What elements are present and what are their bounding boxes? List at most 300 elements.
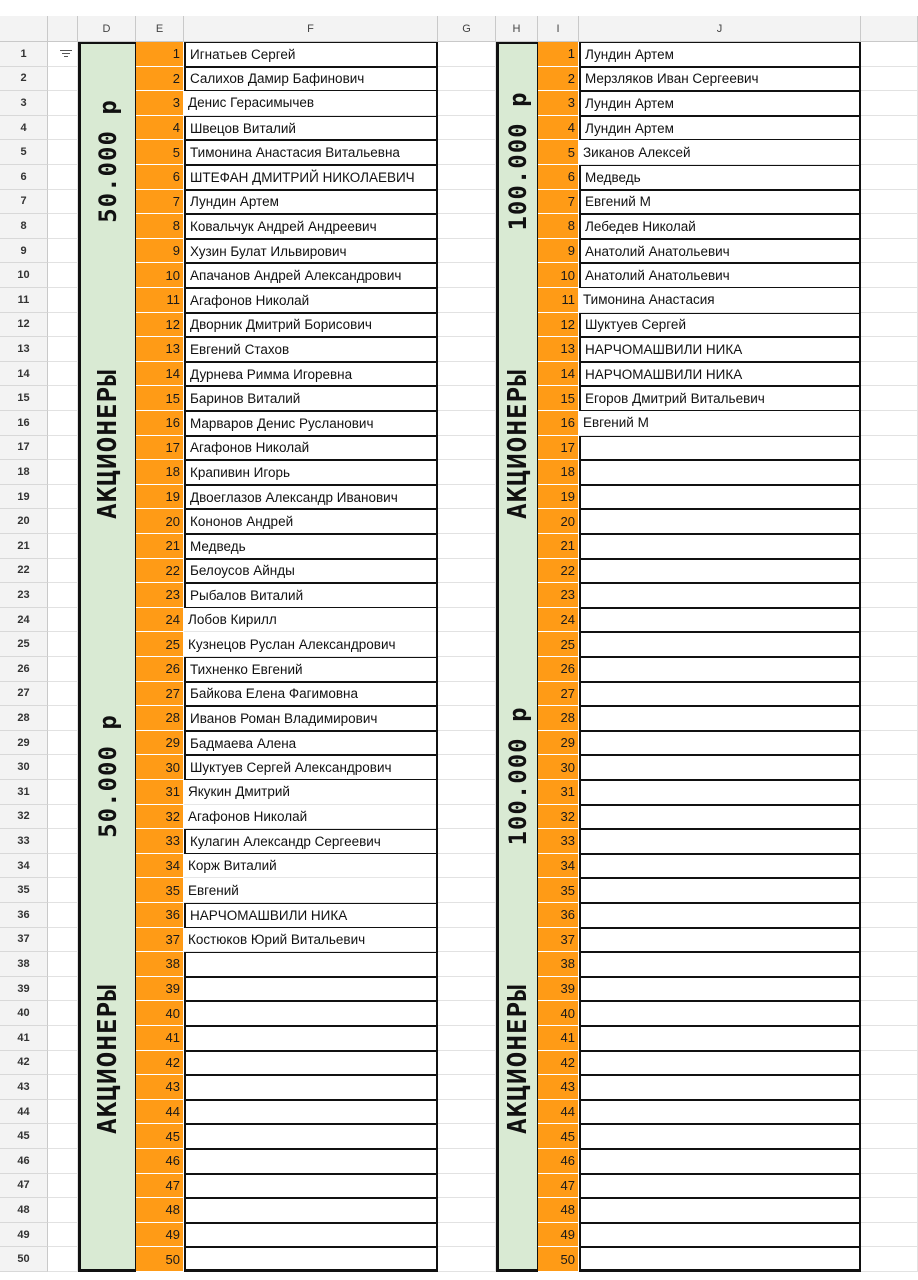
grid-cell[interactable] <box>861 608 918 633</box>
grid-cell[interactable] <box>48 362 78 387</box>
grid-cell[interactable] <box>48 977 78 1002</box>
right-shareholder-name[interactable] <box>579 829 861 854</box>
grid-cell[interactable] <box>438 632 496 657</box>
row-header[interactable]: 1 <box>0 42 48 67</box>
right-row-number[interactable]: 6 <box>538 165 579 190</box>
left-shareholder-name[interactable] <box>184 1026 438 1051</box>
grid-cell[interactable] <box>438 534 496 559</box>
left-shareholder-name[interactable] <box>184 1001 438 1026</box>
left-shareholder-name[interactable]: Лундин Артем <box>184 190 438 215</box>
right-row-number[interactable]: 43 <box>538 1075 579 1100</box>
right-shareholder-name[interactable] <box>579 1124 861 1149</box>
right-row-number[interactable]: 26 <box>538 657 579 682</box>
left-row-number[interactable]: 3 <box>136 91 184 116</box>
left-row-number[interactable]: 46 <box>136 1149 184 1174</box>
right-shareholder-name[interactable]: Евгений М <box>579 411 861 436</box>
right-shareholder-name[interactable]: Лундин Артем <box>579 91 861 116</box>
grid-cell[interactable] <box>438 1247 496 1272</box>
grid-cell[interactable] <box>861 42 918 67</box>
right-row-number[interactable]: 37 <box>538 928 579 953</box>
grid-cell[interactable] <box>438 1124 496 1149</box>
grid-cell[interactable] <box>861 239 918 264</box>
row-header[interactable]: 20 <box>0 509 48 534</box>
row-header[interactable]: 47 <box>0 1174 48 1199</box>
row-header[interactable]: 29 <box>0 731 48 756</box>
left-row-number[interactable]: 13 <box>136 337 184 362</box>
grid-cell[interactable] <box>861 91 918 116</box>
right-row-number[interactable]: 7 <box>538 190 579 215</box>
row-header[interactable]: 12 <box>0 313 48 338</box>
grid-cell[interactable] <box>861 509 918 534</box>
column-header-j[interactable]: J <box>579 16 861 42</box>
left-row-number[interactable]: 34 <box>136 854 184 879</box>
row-header[interactable]: 34 <box>0 854 48 879</box>
right-row-number[interactable]: 38 <box>538 952 579 977</box>
right-shareholder-name[interactable] <box>579 608 861 633</box>
left-shareholder-name[interactable] <box>184 1075 438 1100</box>
grid-cell[interactable] <box>48 214 78 239</box>
right-shareholder-name[interactable] <box>579 878 861 903</box>
row-header[interactable]: 37 <box>0 928 48 953</box>
grid-cell[interactable] <box>861 1100 918 1125</box>
row-header[interactable]: 25 <box>0 632 48 657</box>
left-shareholder-name[interactable]: Агафонов Николай <box>184 805 438 830</box>
grid-cell[interactable] <box>861 386 918 411</box>
grid-cell[interactable] <box>48 1075 78 1100</box>
right-shareholder-name[interactable]: Анатолий Анатольевич <box>579 239 861 264</box>
right-shareholder-name[interactable] <box>579 1174 861 1199</box>
column-header-c[interactable] <box>48 16 78 42</box>
left-shareholder-name[interactable]: ШТЕФАН ДМИТРИЙ НИКОЛАЕВИЧ <box>184 165 438 190</box>
row-header[interactable]: 38 <box>0 952 48 977</box>
grid-cell[interactable] <box>48 91 78 116</box>
grid-cell[interactable] <box>861 657 918 682</box>
row-header[interactable]: 35 <box>0 878 48 903</box>
grid-cell[interactable] <box>438 682 496 707</box>
right-shareholder-name[interactable]: Мерзляков Иван Сергеевич <box>579 67 861 92</box>
right-shareholder-name[interactable] <box>579 977 861 1002</box>
left-row-number[interactable]: 14 <box>136 362 184 387</box>
left-row-number[interactable]: 43 <box>136 1075 184 1100</box>
column-header-k[interactable] <box>861 16 918 42</box>
grid-cell[interactable] <box>438 608 496 633</box>
right-shareholder-name[interactable] <box>579 682 861 707</box>
row-header[interactable]: 23 <box>0 583 48 608</box>
grid-cell[interactable] <box>861 952 918 977</box>
left-shareholder-name[interactable]: НАРЧОМАШВИЛИ НИКА <box>184 903 438 928</box>
right-shareholder-name[interactable] <box>579 1075 861 1100</box>
right-shareholder-name[interactable] <box>579 559 861 584</box>
right-row-number[interactable]: 23 <box>538 583 579 608</box>
grid-cell[interactable] <box>861 67 918 92</box>
left-row-number[interactable]: 50 <box>136 1247 184 1272</box>
left-row-number[interactable]: 30 <box>136 755 184 780</box>
grid-cell[interactable] <box>438 509 496 534</box>
grid-cell[interactable] <box>861 805 918 830</box>
right-shareholder-name[interactable] <box>579 460 861 485</box>
right-shareholder-name[interactable] <box>579 1223 861 1248</box>
right-row-number[interactable]: 2 <box>538 67 579 92</box>
column-header-h[interactable]: H <box>496 16 538 42</box>
grid-cell[interactable] <box>861 1223 918 1248</box>
row-header[interactable]: 40 <box>0 1001 48 1026</box>
grid-cell[interactable] <box>861 583 918 608</box>
left-row-number[interactable]: 12 <box>136 313 184 338</box>
row-header[interactable]: 32 <box>0 805 48 830</box>
right-shareholder-name[interactable] <box>579 805 861 830</box>
right-shareholder-name[interactable] <box>579 854 861 879</box>
row-header[interactable]: 41 <box>0 1026 48 1051</box>
grid-cell[interactable] <box>48 755 78 780</box>
left-row-number[interactable]: 44 <box>136 1100 184 1125</box>
grid-cell[interactable] <box>48 608 78 633</box>
grid-cell[interactable] <box>438 583 496 608</box>
left-shareholder-name[interactable]: Тихненко Евгений <box>184 657 438 682</box>
row-header[interactable]: 11 <box>0 288 48 313</box>
grid-cell[interactable] <box>48 1026 78 1051</box>
right-row-number[interactable]: 36 <box>538 903 579 928</box>
grid-cell[interactable] <box>861 1149 918 1174</box>
right-row-number[interactable]: 42 <box>538 1051 579 1076</box>
left-shareholder-name[interactable] <box>184 952 438 977</box>
left-row-number[interactable]: 32 <box>136 805 184 830</box>
left-row-number[interactable]: 6 <box>136 165 184 190</box>
grid-cell[interactable] <box>861 755 918 780</box>
right-row-number[interactable]: 44 <box>538 1100 579 1125</box>
grid-cell[interactable] <box>48 239 78 264</box>
right-row-number[interactable]: 9 <box>538 239 579 264</box>
left-row-number[interactable]: 20 <box>136 509 184 534</box>
row-header[interactable]: 7 <box>0 190 48 215</box>
grid-cell[interactable] <box>48 928 78 953</box>
grid-cell[interactable] <box>861 190 918 215</box>
right-row-number[interactable]: 46 <box>538 1149 579 1174</box>
grid-cell[interactable] <box>861 903 918 928</box>
left-shareholder-name[interactable] <box>184 1100 438 1125</box>
right-row-number[interactable]: 24 <box>538 608 579 633</box>
left-shareholder-name[interactable]: Лобов Кирилл <box>184 608 438 633</box>
row-header[interactable]: 50 <box>0 1247 48 1272</box>
right-row-number[interactable]: 10 <box>538 263 579 288</box>
left-row-number[interactable]: 25 <box>136 632 184 657</box>
row-header[interactable]: 44 <box>0 1100 48 1125</box>
left-row-number[interactable]: 21 <box>136 534 184 559</box>
row-header[interactable]: 6 <box>0 165 48 190</box>
left-row-number[interactable]: 36 <box>136 903 184 928</box>
grid-cell[interactable] <box>861 878 918 903</box>
left-shareholder-name[interactable]: Бадмаева Алена <box>184 731 438 756</box>
right-shareholder-name[interactable] <box>579 1149 861 1174</box>
grid-cell[interactable] <box>438 977 496 1002</box>
left-shareholder-name[interactable]: Медведь <box>184 534 438 559</box>
grid-cell[interactable] <box>438 436 496 461</box>
grid-cell[interactable] <box>438 854 496 879</box>
grid-cell[interactable] <box>48 1051 78 1076</box>
grid-cell[interactable] <box>48 1124 78 1149</box>
grid-cell[interactable] <box>861 116 918 141</box>
left-row-number[interactable]: 23 <box>136 583 184 608</box>
right-shareholder-name[interactable] <box>579 1247 861 1272</box>
left-row-number[interactable]: 41 <box>136 1026 184 1051</box>
right-row-number[interactable]: 27 <box>538 682 579 707</box>
right-row-number[interactable]: 34 <box>538 854 579 879</box>
right-row-number[interactable]: 41 <box>538 1026 579 1051</box>
right-shareholder-name[interactable] <box>579 657 861 682</box>
left-row-number[interactable]: 19 <box>136 485 184 510</box>
right-row-number[interactable]: 35 <box>538 878 579 903</box>
row-header[interactable]: 17 <box>0 436 48 461</box>
grid-cell[interactable] <box>48 485 78 510</box>
grid-cell[interactable] <box>48 854 78 879</box>
grid-cell[interactable] <box>861 214 918 239</box>
grid-cell[interactable] <box>438 829 496 854</box>
right-row-number[interactable]: 47 <box>538 1174 579 1199</box>
grid-cell[interactable] <box>438 1001 496 1026</box>
left-shareholder-name[interactable]: Двоеглазов Александр Иванович <box>184 485 438 510</box>
left-shareholder-name[interactable]: Крапивин Игорь <box>184 460 438 485</box>
right-shareholder-name[interactable] <box>579 952 861 977</box>
right-shareholder-name[interactable] <box>579 1026 861 1051</box>
right-shareholder-name[interactable]: Тимонина Анастасия <box>579 288 861 313</box>
left-row-number[interactable]: 1 <box>136 42 184 67</box>
row-header[interactable]: 3 <box>0 91 48 116</box>
grid-cell[interactable] <box>48 1198 78 1223</box>
grid-cell[interactable] <box>438 460 496 485</box>
grid-cell[interactable] <box>861 559 918 584</box>
grid-cell[interactable] <box>861 854 918 879</box>
grid-cell[interactable] <box>48 559 78 584</box>
grid-cell[interactable] <box>48 288 78 313</box>
row-header[interactable]: 19 <box>0 485 48 510</box>
grid-cell[interactable] <box>48 1100 78 1125</box>
grid-cell[interactable] <box>861 411 918 436</box>
left-row-number[interactable]: 47 <box>136 1174 184 1199</box>
row-header[interactable]: 5 <box>0 140 48 165</box>
grid-cell[interactable] <box>48 460 78 485</box>
grid-cell[interactable] <box>438 1026 496 1051</box>
row-header[interactable]: 16 <box>0 411 48 436</box>
grid-cell[interactable] <box>861 140 918 165</box>
grid-cell[interactable] <box>438 755 496 780</box>
right-shareholder-name[interactable] <box>579 780 861 805</box>
column-header-i[interactable]: I <box>538 16 579 42</box>
grid-cell[interactable] <box>438 731 496 756</box>
grid-cell[interactable] <box>48 1001 78 1026</box>
grid-cell[interactable] <box>861 313 918 338</box>
right-shareholder-name[interactable] <box>579 534 861 559</box>
left-shareholder-name[interactable]: Кононов Андрей <box>184 509 438 534</box>
right-row-number[interactable]: 5 <box>538 140 579 165</box>
grid-cell[interactable] <box>48 1223 78 1248</box>
grid-cell[interactable] <box>438 903 496 928</box>
grid-cell[interactable] <box>861 928 918 953</box>
grid-cell[interactable] <box>861 1174 918 1199</box>
left-row-number[interactable]: 11 <box>136 288 184 313</box>
left-shareholder-name[interactable] <box>184 1051 438 1076</box>
row-header[interactable]: 27 <box>0 682 48 707</box>
grid-cell[interactable] <box>861 1026 918 1051</box>
grid-cell[interactable] <box>48 140 78 165</box>
right-shareholder-name[interactable] <box>579 928 861 953</box>
row-header[interactable]: 43 <box>0 1075 48 1100</box>
left-row-number[interactable]: 17 <box>136 436 184 461</box>
grid-cell[interactable] <box>48 731 78 756</box>
row-header[interactable]: 46 <box>0 1149 48 1174</box>
right-shareholder-name[interactable]: Лундин Артем <box>579 42 861 67</box>
left-row-number[interactable]: 5 <box>136 140 184 165</box>
row-header[interactable]: 13 <box>0 337 48 362</box>
grid-cell[interactable] <box>48 190 78 215</box>
right-row-number[interactable]: 16 <box>538 411 579 436</box>
grid-cell[interactable] <box>48 583 78 608</box>
filter-icon[interactable] <box>60 50 72 60</box>
right-row-number[interactable]: 15 <box>538 386 579 411</box>
row-header[interactable]: 31 <box>0 780 48 805</box>
left-shareholder-name[interactable]: Игнатьев Сергей <box>184 42 438 67</box>
grid-cell[interactable] <box>861 1247 918 1272</box>
right-shareholder-name[interactable] <box>579 706 861 731</box>
grid-cell[interactable] <box>48 1149 78 1174</box>
right-row-number[interactable]: 14 <box>538 362 579 387</box>
left-shareholder-name[interactable]: Кузнецов Руслан Александрович <box>184 632 438 657</box>
grid-cell[interactable] <box>861 706 918 731</box>
right-shareholder-name[interactable] <box>579 903 861 928</box>
right-row-number[interactable]: 22 <box>538 559 579 584</box>
grid-cell[interactable] <box>438 386 496 411</box>
grid-cell[interactable] <box>48 116 78 141</box>
right-shareholder-name[interactable] <box>579 436 861 461</box>
row-header[interactable]: 22 <box>0 559 48 584</box>
left-shareholder-name[interactable]: Марваров Денис Русланович <box>184 411 438 436</box>
grid-cell[interactable] <box>48 632 78 657</box>
left-row-number[interactable]: 31 <box>136 780 184 805</box>
grid-cell[interactable] <box>48 657 78 682</box>
left-shareholder-name[interactable]: Шуктуев Сергей Александрович <box>184 755 438 780</box>
left-shareholder-name[interactable]: Евгений Стахов <box>184 337 438 362</box>
left-row-number[interactable]: 8 <box>136 214 184 239</box>
grid-cell[interactable] <box>438 1100 496 1125</box>
left-shareholder-name[interactable]: Апачанов Андрей Александрович <box>184 263 438 288</box>
grid-cell[interactable] <box>861 288 918 313</box>
grid-cell[interactable] <box>861 534 918 559</box>
grid-cell[interactable] <box>861 362 918 387</box>
left-row-number[interactable]: 40 <box>136 1001 184 1026</box>
grid-cell[interactable] <box>438 805 496 830</box>
grid-cell[interactable] <box>438 362 496 387</box>
grid-cell[interactable] <box>861 1001 918 1026</box>
right-row-number[interactable]: 39 <box>538 977 579 1002</box>
row-header[interactable]: 2 <box>0 67 48 92</box>
left-shareholder-name[interactable]: Хузин Булат Ильвирович <box>184 239 438 264</box>
left-row-number[interactable]: 45 <box>136 1124 184 1149</box>
right-shareholder-name[interactable]: Анатолий Анатольевич <box>579 263 861 288</box>
row-header[interactable]: 28 <box>0 706 48 731</box>
right-row-number[interactable]: 17 <box>538 436 579 461</box>
left-row-number[interactable]: 29 <box>136 731 184 756</box>
left-shareholder-name[interactable]: Иванов Роман Владимирович <box>184 706 438 731</box>
left-shareholder-name[interactable]: Якукин Дмитрий <box>184 780 438 805</box>
grid-cell[interactable] <box>438 1075 496 1100</box>
left-shareholder-name[interactable]: Корж Виталий <box>184 854 438 879</box>
right-row-number[interactable]: 50 <box>538 1247 579 1272</box>
grid-cell[interactable] <box>48 337 78 362</box>
left-row-number[interactable]: 22 <box>136 559 184 584</box>
left-row-number[interactable]: 38 <box>136 952 184 977</box>
grid-cell[interactable] <box>861 460 918 485</box>
left-row-number[interactable]: 37 <box>136 928 184 953</box>
row-header[interactable]: 4 <box>0 116 48 141</box>
right-row-number[interactable]: 19 <box>538 485 579 510</box>
grid-cell[interactable] <box>861 731 918 756</box>
left-shareholder-name[interactable] <box>184 1174 438 1199</box>
grid-cell[interactable] <box>438 337 496 362</box>
right-shareholder-name[interactable] <box>579 755 861 780</box>
grid-cell[interactable] <box>861 165 918 190</box>
left-shareholder-name[interactable]: Агафонов Николай <box>184 436 438 461</box>
right-shareholder-name[interactable]: Лундин Артем <box>579 116 861 141</box>
right-shareholder-name[interactable]: Егоров Дмитрий Витальевич <box>579 386 861 411</box>
left-shareholder-name[interactable]: Ковальчук Андрей Андреевич <box>184 214 438 239</box>
grid-cell[interactable] <box>48 878 78 903</box>
left-shareholder-name[interactable]: Евгений <box>184 878 438 903</box>
right-shareholder-name[interactable]: НАРЧОМАШВИЛИ НИКА <box>579 362 861 387</box>
grid-cell[interactable] <box>48 534 78 559</box>
row-header[interactable]: 15 <box>0 386 48 411</box>
left-shareholder-name[interactable] <box>184 1124 438 1149</box>
left-shareholder-name[interactable] <box>184 977 438 1002</box>
grid-cell[interactable] <box>438 1149 496 1174</box>
right-row-number[interactable]: 48 <box>538 1198 579 1223</box>
row-header[interactable]: 9 <box>0 239 48 264</box>
right-shareholder-name[interactable] <box>579 1100 861 1125</box>
row-header[interactable]: 18 <box>0 460 48 485</box>
row-header[interactable]: 36 <box>0 903 48 928</box>
left-row-number[interactable]: 18 <box>136 460 184 485</box>
grid-cell[interactable] <box>438 485 496 510</box>
column-header-e[interactable]: E <box>136 16 184 42</box>
right-shareholder-name[interactable]: Медведь <box>579 165 861 190</box>
row-header[interactable]: 48 <box>0 1198 48 1223</box>
grid-cell[interactable] <box>438 1174 496 1199</box>
grid-cell[interactable] <box>438 928 496 953</box>
right-shareholder-name[interactable]: Лебедев Николай <box>579 214 861 239</box>
left-row-number[interactable]: 28 <box>136 706 184 731</box>
grid-cell[interactable] <box>48 1247 78 1272</box>
row-header[interactable]: 49 <box>0 1223 48 1248</box>
right-row-number[interactable]: 33 <box>538 829 579 854</box>
column-header-f[interactable]: F <box>184 16 438 42</box>
grid-cell[interactable] <box>438 657 496 682</box>
grid-cell[interactable] <box>438 780 496 805</box>
left-row-number[interactable]: 39 <box>136 977 184 1002</box>
grid-cell[interactable] <box>438 165 496 190</box>
left-shareholder-name[interactable]: Агафонов Николай <box>184 288 438 313</box>
grid-cell[interactable] <box>48 780 78 805</box>
right-row-number[interactable]: 11 <box>538 288 579 313</box>
row-header[interactable]: 21 <box>0 534 48 559</box>
grid-cell[interactable] <box>438 288 496 313</box>
right-shareholder-name[interactable]: Шуктуев Сергей <box>579 313 861 338</box>
grid-cell[interactable] <box>861 1124 918 1149</box>
grid-cell[interactable] <box>438 1223 496 1248</box>
left-row-number[interactable]: 9 <box>136 239 184 264</box>
right-row-number[interactable]: 49 <box>538 1223 579 1248</box>
row-header[interactable]: 45 <box>0 1124 48 1149</box>
grid-cell[interactable] <box>48 386 78 411</box>
row-header[interactable]: 26 <box>0 657 48 682</box>
grid-cell[interactable] <box>438 313 496 338</box>
grid-cell[interactable] <box>438 706 496 731</box>
